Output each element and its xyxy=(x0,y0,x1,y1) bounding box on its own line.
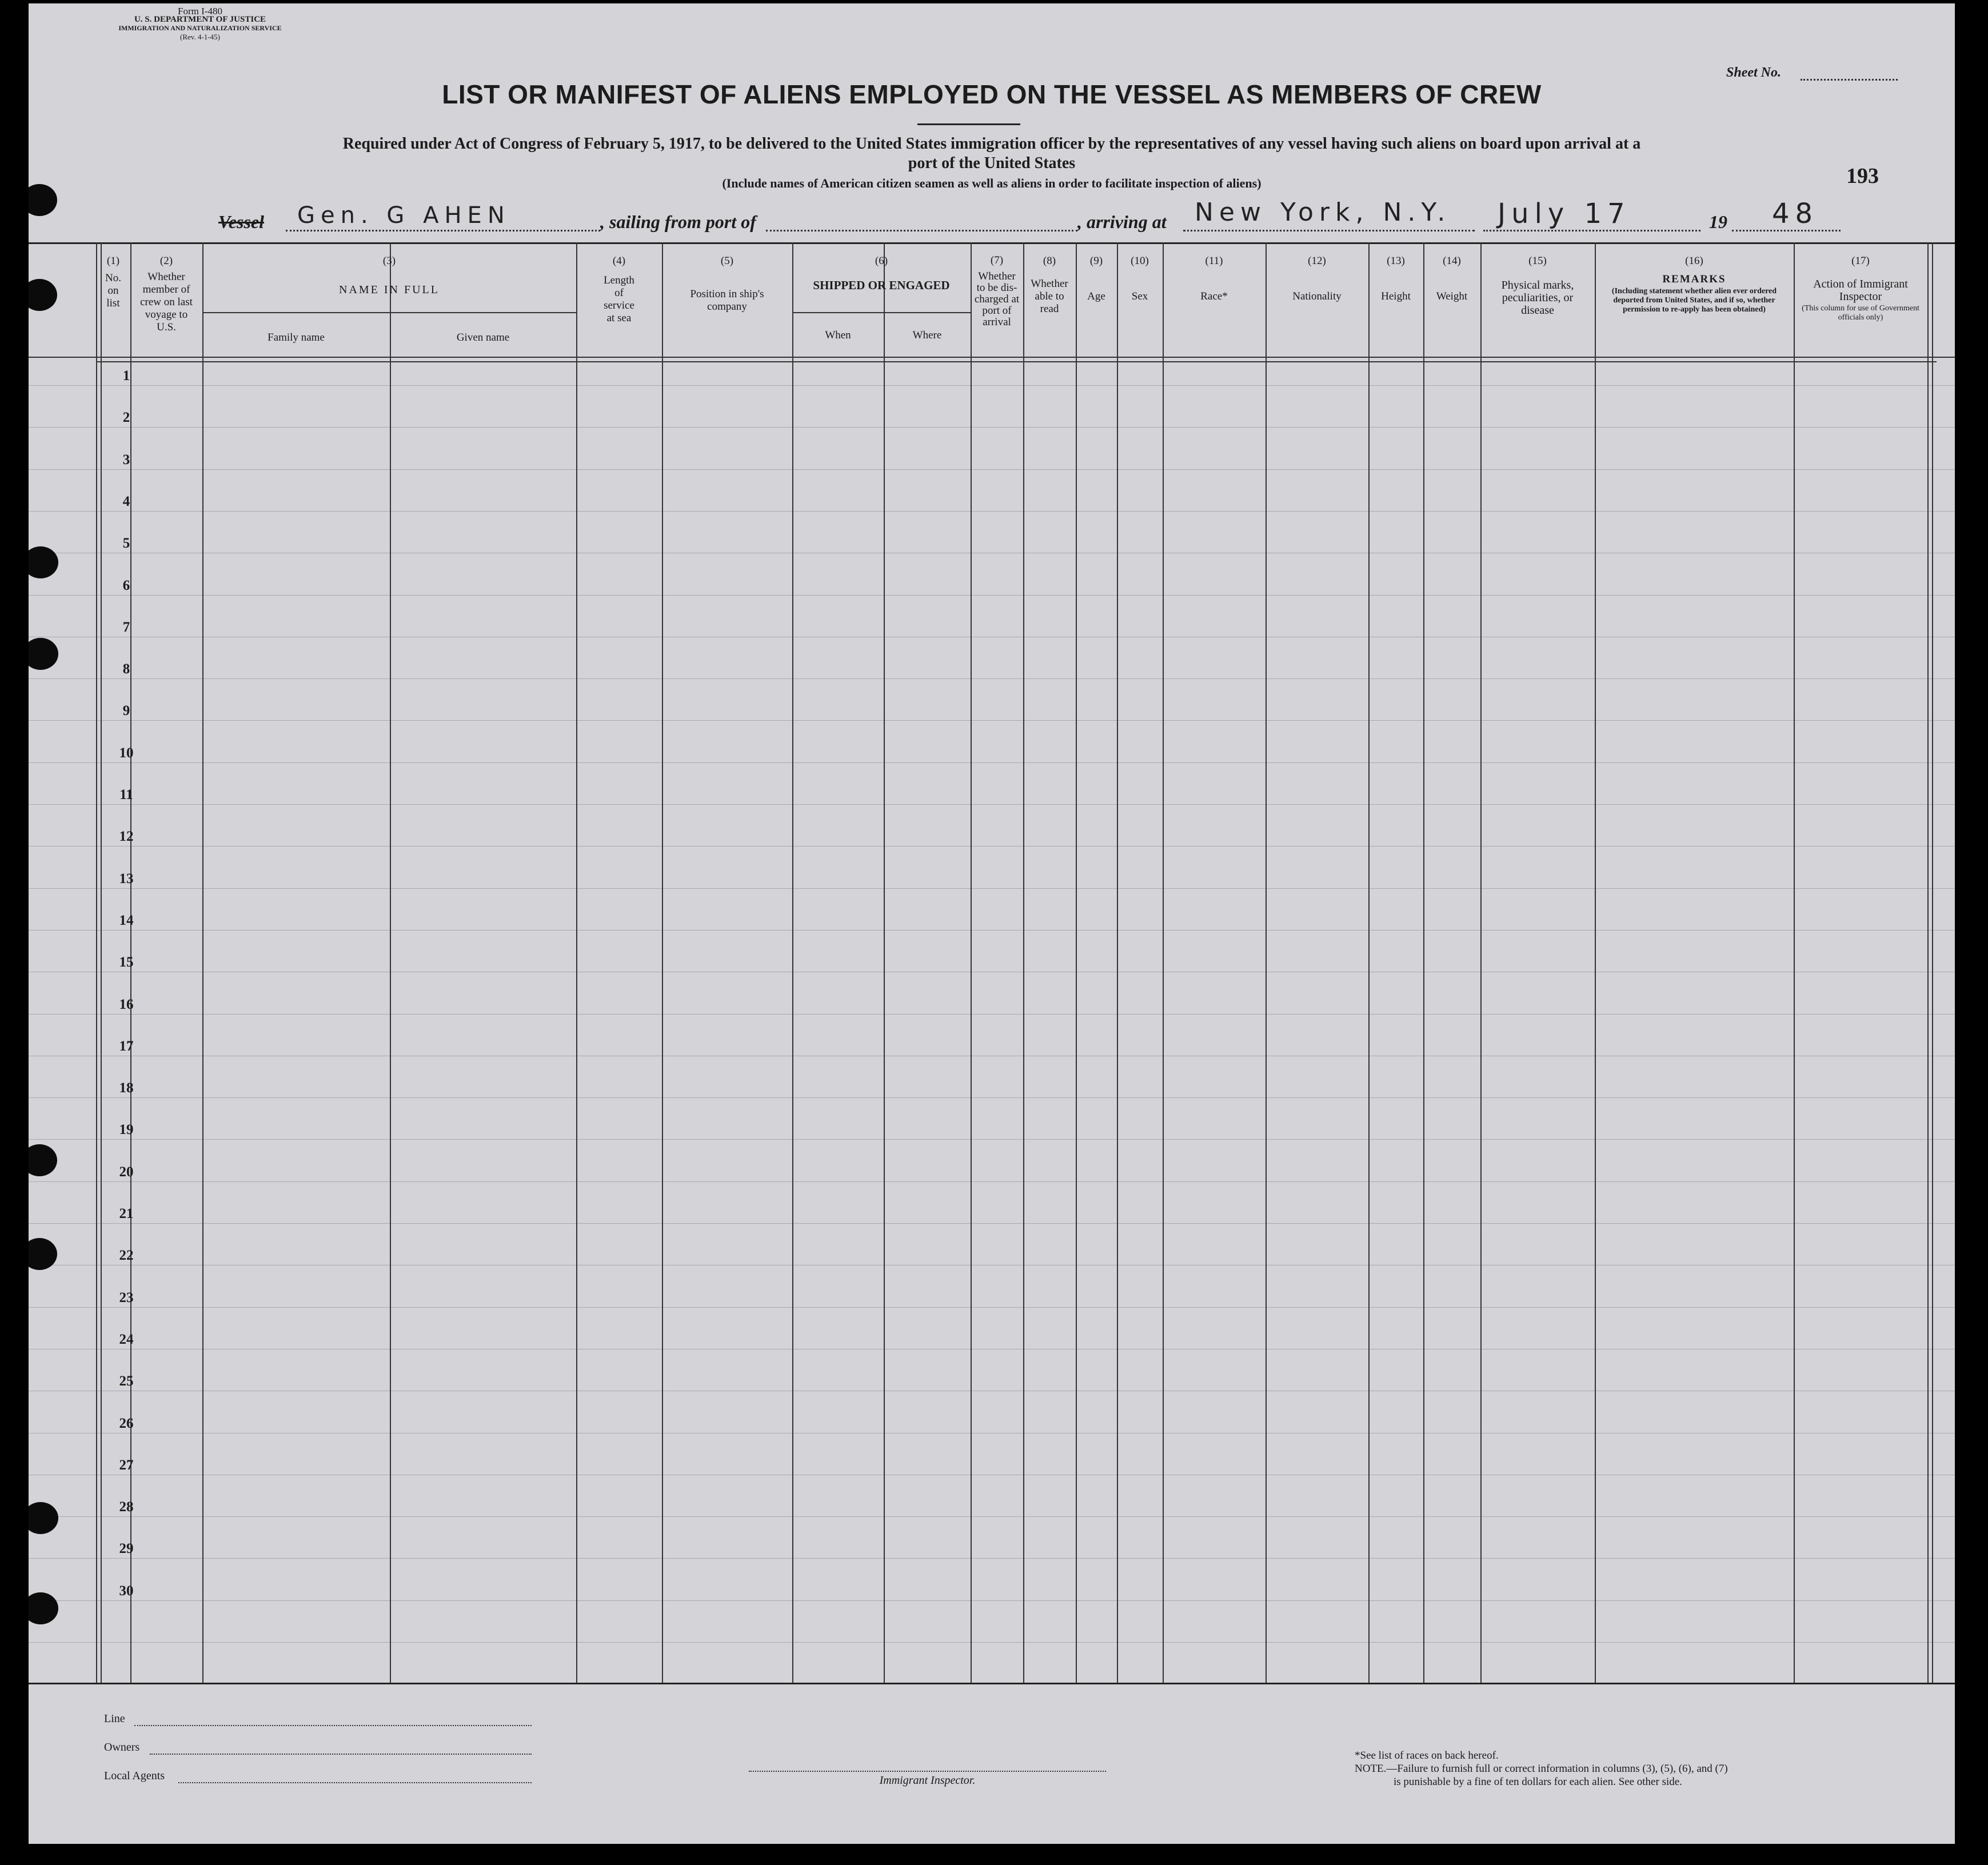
row-rule xyxy=(29,1139,1955,1140)
col8-number: (8) xyxy=(1043,255,1056,267)
col12-header xyxy=(1266,255,1368,303)
row-number: 15 xyxy=(119,955,134,971)
row-number: 26 xyxy=(119,1415,134,1431)
row-number: 10 xyxy=(119,745,134,761)
col16-header xyxy=(1595,255,1794,314)
row-number: 5 xyxy=(122,536,130,552)
col3-sub2: Given name xyxy=(456,332,510,344)
col14-header xyxy=(1423,255,1480,303)
subtitle-note: (Include names of American citizen seamen as well as aliens in order to facilitate inspection of aliens) xyxy=(722,176,1262,190)
col8-label: Whether able to read xyxy=(1031,278,1068,315)
col9-header xyxy=(1076,255,1117,303)
subheader-rule xyxy=(792,312,971,313)
col16-label: REMARKS xyxy=(1662,273,1726,285)
col7-number: (7) xyxy=(990,254,1004,266)
page-title: LIST OR MANIFEST OF ALIENS EMPLOYED ON THE VESSEL AS MEMBERS OF CREW xyxy=(442,79,1542,109)
col12-label: Nationality xyxy=(1292,290,1342,302)
footer-agents-label: Local Agents xyxy=(104,1770,165,1782)
col17-note: (This column for use of Government officials only) xyxy=(1802,304,1919,322)
col4-number: (4) xyxy=(612,255,626,267)
col10-header xyxy=(1117,255,1163,303)
row-number: 24 xyxy=(119,1331,134,1347)
col14-label: Weight xyxy=(1436,290,1468,302)
column-rule xyxy=(1023,242,1024,1683)
row-number: 18 xyxy=(119,1080,134,1096)
col1-label: No. on list xyxy=(105,272,121,309)
column-rule xyxy=(792,242,793,1683)
row-number: 17 xyxy=(119,1038,134,1054)
punch-hole xyxy=(29,1592,58,1624)
fine-note-line-2: is punishable by a fine of ten dollars for each alien. See other side. xyxy=(1394,1776,1682,1788)
col11-number: (11) xyxy=(1205,255,1223,267)
fine-note-line-1: NOTE.—Failure to furnish full or correct information in columns (3), (5), (6), and (7) xyxy=(1355,1763,1728,1775)
col3-sub1: Family name xyxy=(268,332,325,344)
page-number: 193 xyxy=(1846,164,1879,188)
row-rule xyxy=(29,678,1955,679)
inspector-label: Immigrant Inspector. xyxy=(879,1774,976,1787)
col17-header xyxy=(1794,255,1927,322)
col16-note: (Including statement whether alien ever ordered deported from United States, and if so, whether permission to re-apply has been obtained) xyxy=(1611,287,1777,314)
col2-header xyxy=(130,255,202,334)
row-number: 19 xyxy=(119,1122,134,1138)
header-bottom-rule xyxy=(96,361,1937,362)
row-number: 30 xyxy=(119,1583,134,1599)
col6-sub1: When xyxy=(825,329,851,341)
col17-number: (17) xyxy=(1851,255,1870,267)
row-number: 3 xyxy=(122,452,130,468)
sailing-port-line xyxy=(766,230,1077,231)
column-rule xyxy=(1794,242,1795,1683)
row-number: 7 xyxy=(122,619,130,635)
col14-number: (14) xyxy=(1443,255,1461,267)
inspector-signature-line xyxy=(749,1771,1106,1772)
row-rule xyxy=(29,1642,1955,1643)
races-note: *See list of races on back hereof. xyxy=(1355,1750,1499,1762)
col4-header xyxy=(576,255,662,325)
row-rule xyxy=(29,1600,1955,1601)
arriving-port-line xyxy=(1183,230,1475,231)
col11-label: Race* xyxy=(1200,290,1228,302)
col13-label: Height xyxy=(1381,290,1411,302)
row-number: 8 xyxy=(122,661,130,677)
row-rule xyxy=(29,1558,1955,1559)
row-number: 16 xyxy=(119,996,134,1012)
column-rule xyxy=(1595,242,1596,1683)
col6-label: SHIPPED OR ENGAGED xyxy=(813,278,950,292)
col6-header xyxy=(792,255,971,291)
col8-header xyxy=(1023,255,1076,316)
col1-header xyxy=(96,255,130,310)
row-rule xyxy=(29,511,1955,512)
row-number: 20 xyxy=(119,1164,134,1180)
row-rule xyxy=(29,385,1955,386)
row-number: 23 xyxy=(119,1289,134,1305)
col1-number: (1) xyxy=(106,255,120,267)
row-number: 21 xyxy=(119,1206,134,1221)
punch-hole xyxy=(29,1144,57,1176)
col2-number: (2) xyxy=(159,255,173,267)
col13-header xyxy=(1368,255,1423,303)
column-rule xyxy=(662,242,663,1683)
column-rule xyxy=(1076,242,1077,1683)
col11-header xyxy=(1163,255,1266,303)
row-rule xyxy=(29,762,1955,763)
row-rule xyxy=(29,888,1955,889)
column-rule xyxy=(202,242,203,1683)
row-number: 4 xyxy=(122,493,130,509)
row-number: 27 xyxy=(119,1457,134,1473)
col3-header xyxy=(202,255,576,296)
year-prefix: 19 xyxy=(1709,211,1727,232)
row-number: 2 xyxy=(122,410,130,426)
row-rule xyxy=(29,1516,1955,1517)
col3-label: NAME IN FULL xyxy=(339,283,440,296)
column-rule xyxy=(1927,242,1929,1683)
title-rule xyxy=(917,123,1020,125)
col7-label: Whether to be dis-charged at port of arrival xyxy=(974,270,1020,328)
arriving-label: , arriving at xyxy=(1077,211,1167,232)
column-rule xyxy=(390,242,391,1683)
form-number: Form I-480 xyxy=(178,6,222,17)
row-rule xyxy=(29,1097,1955,1098)
column-rule xyxy=(1368,242,1370,1683)
vessel-label: Vessel xyxy=(218,211,264,232)
table-bottom-rule xyxy=(29,1683,1955,1684)
footer-line-field xyxy=(134,1725,532,1726)
vessel-name-value: Gen. G AHEN xyxy=(297,202,510,229)
column-rule xyxy=(1423,242,1424,1683)
subheader-rule xyxy=(202,312,576,313)
row-rule xyxy=(29,804,1955,805)
col6-number: (6) xyxy=(875,255,888,267)
date-value: July 17 xyxy=(1498,198,1631,230)
subtitle-line-1: Required under Act of Congress of February 5, 1917, to be delivered to the United States immigration officer by the representatives of any vessel having such aliens on board upon arrival at a xyxy=(342,135,1641,153)
row-rule xyxy=(29,595,1955,596)
arriving-port-value: New York, N.Y. xyxy=(1195,198,1451,227)
footer-line-label: Line xyxy=(104,1712,125,1725)
row-rule xyxy=(29,469,1955,470)
col15-header xyxy=(1480,255,1595,317)
row-number: 25 xyxy=(119,1373,134,1389)
col6-sub2: Where xyxy=(912,329,942,341)
footer-owners-label: Owners xyxy=(104,1741,140,1754)
date-line xyxy=(1483,230,1700,231)
row-number: 28 xyxy=(119,1499,134,1515)
column-rule xyxy=(1932,242,1933,1683)
row-rule xyxy=(29,1223,1955,1224)
department-name: U. S. DEPARTMENT OF JUSTICE xyxy=(134,15,266,24)
row-number: 6 xyxy=(122,577,130,593)
row-number: 11 xyxy=(119,787,133,802)
col10-label: Sex xyxy=(1131,290,1148,302)
row-rule xyxy=(29,1307,1955,1308)
column-rule xyxy=(1266,242,1267,1683)
row-number: 29 xyxy=(119,1541,134,1557)
footer-agents-field xyxy=(178,1782,532,1783)
manifest-sheet xyxy=(29,3,1955,1844)
col12-number: (12) xyxy=(1308,255,1326,267)
column-rule xyxy=(1163,242,1164,1683)
col5-header xyxy=(662,255,792,313)
col4-label: Length of service at sea xyxy=(604,274,634,324)
row-rule xyxy=(29,1014,1955,1015)
col10-number: (10) xyxy=(1131,255,1149,267)
form-id-block xyxy=(103,7,297,41)
col7-header xyxy=(971,255,1023,328)
col9-label: Age xyxy=(1087,290,1105,302)
row-rule xyxy=(29,427,1955,428)
header-bottom-rule xyxy=(29,357,1955,358)
col2-label: Whether member of crew on last voyage to U.S. xyxy=(140,271,193,333)
punch-hole xyxy=(29,638,58,670)
footer-owners-field xyxy=(150,1754,532,1755)
punch-hole xyxy=(29,1502,58,1534)
row-number: 12 xyxy=(119,829,134,845)
col15-number: (15) xyxy=(1528,255,1547,267)
col9-number: (9) xyxy=(1089,255,1103,267)
row-number: 14 xyxy=(119,912,134,928)
service-name: IMMIGRATION AND NATURALIZATION SERVICE xyxy=(118,24,282,32)
sailing-label: , sailing from port of xyxy=(600,211,756,232)
table-top-rule xyxy=(29,242,1955,244)
col5-number: (5) xyxy=(720,255,734,267)
column-rule xyxy=(1480,242,1482,1683)
sheet-label: Sheet No. xyxy=(1726,65,1781,80)
column-rule xyxy=(576,242,577,1683)
vessel-name-line xyxy=(286,230,600,231)
row-number: 22 xyxy=(119,1248,134,1264)
col13-number: (13) xyxy=(1387,255,1405,267)
row-number: 9 xyxy=(122,703,130,719)
row-number: 13 xyxy=(119,870,134,886)
year-value: 48 xyxy=(1772,198,1819,230)
manifest-table xyxy=(96,242,1937,1683)
year-line xyxy=(1732,230,1841,231)
punch-hole xyxy=(29,184,57,216)
column-rule xyxy=(884,242,885,1683)
punch-hole xyxy=(29,279,57,311)
col17-label: Action of Immigrant Inspector xyxy=(1813,278,1908,303)
punch-hole xyxy=(29,546,58,578)
col16-number: (16) xyxy=(1685,255,1703,267)
row-rule xyxy=(29,1181,1955,1182)
col3-number: (3) xyxy=(382,255,396,267)
column-rule xyxy=(1117,242,1118,1683)
col5-label: Position in ship's company xyxy=(690,288,764,313)
subtitle-line-2: port of the United States xyxy=(908,154,1076,172)
col15-label: Physical marks, peculiarities, or disease xyxy=(1501,279,1574,317)
row-rule xyxy=(29,720,1955,721)
revision-date: (Rev. 4-1-45) xyxy=(180,33,220,41)
row-number: 1 xyxy=(122,368,130,384)
column-rule xyxy=(971,242,972,1683)
